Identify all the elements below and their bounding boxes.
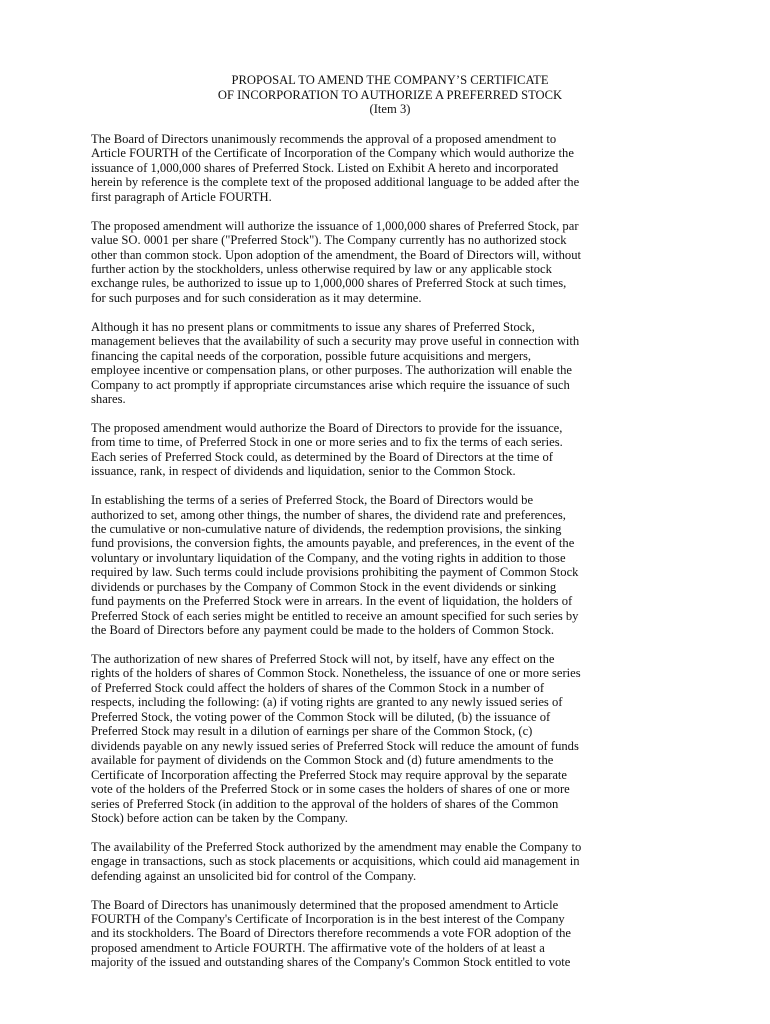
paragraph-anti-takeover [91, 840, 689, 883]
text-line: and its stockholders. The Board of Directors therefore recommends a vote FOR adoption of the [91, 926, 571, 941]
title-line-2: OF INCORPORATION TO AUTHORIZE A PREFERRED STOCK [217, 87, 563, 102]
paragraph-purpose [91, 320, 689, 407]
text-line: fund payments on the Preferred Stock were in arrears. In the event of liquidation, the holders of [91, 594, 573, 609]
text-line: issuance, rank, in respect of dividends and liquidation, senior to the Common Stock. [91, 464, 516, 479]
text-line: majority of the issued and outstanding shares of the Company's Common Stock entitled to vote [91, 955, 571, 970]
title-line-1: PROPOSAL TO AMEND THE COMPANY’S CERTIFICATE [231, 73, 549, 87]
text-line: fund provisions, the conversion fights, the amounts payable, and preferences, in the event of the [91, 536, 575, 551]
text-line: respects, including the following: (a) if voting rights are granted to any newly issued series of [91, 695, 563, 710]
title-line-3-item-number: (Item 3) [369, 102, 411, 116]
text-line: Each series of Preferred Stock could, as determined by the Board of Directors at the time of [91, 449, 553, 464]
text-line: The availability of the Preferred Stock authorized by the amendment may enable the Company to [91, 839, 582, 854]
text-line: for such purposes and for such consideration as it may determine. [91, 290, 422, 305]
text-line: Certificate of Incorporation affecting the Preferred Stock may require approval by the separate [91, 767, 568, 782]
text-line: first paragraph of Article FOURTH. [91, 189, 272, 204]
text-line: value SO. 0001 per share ("Preferred Stock"). The Company currently has no authorized stock [91, 233, 567, 248]
text-line: The proposed amendment will authorize the issuance of 1,000,000 shares of Preferred Stock, par [91, 218, 579, 233]
text-line: authorized to set, among other things, the number of shares, the dividend rate and preferences, [91, 507, 566, 522]
document-title [91, 73, 689, 117]
text-line: The Board of Directors has unanimously determined that the proposed amendment to Article [91, 897, 559, 912]
text-line: herein by reference is the complete text of the proposed additional language to be added after the [91, 175, 580, 190]
text-line: management believes that the availability of such a security may prove useful in connection with [91, 334, 580, 349]
text-line: other than common stock. Upon adoption of the amendment, the Board of Directors will, without [91, 247, 582, 262]
text-line: from time to time, of Preferred Stock in one or more series and to fix the terms of each series. [91, 435, 563, 450]
text-line: In establishing the terms of a series of Preferred Stock, the Board of Directors would be [91, 493, 534, 508]
paragraph-effect-on-common-stock [91, 652, 689, 825]
text-line: series of Preferred Stock (in addition to the approval of the holders of shares of the Common [91, 796, 559, 811]
text-line: exchange rules, be authorized to issue up to 1,000,000 shares of Preferred Stock at such times, [91, 276, 567, 291]
text-line: dividends or purchases by the Company of Common Stock in the event dividends or sinking [91, 579, 557, 594]
paragraph-board-determination [91, 898, 689, 970]
text-line: Preferred Stock may result in a dilution of earnings per share of the Common Stock, (c) [91, 724, 533, 739]
text-line: Article FOURTH of the Certificate of Incorporation of the Company which would authorize the [91, 146, 574, 161]
text-line: FOURTH of the Company's Certificate of Incorporation is in the best interest of the Company [91, 912, 565, 927]
text-line: voluntary or involuntary liquidation of the Company, and the voting rights in addition to those [91, 550, 566, 565]
paragraph-authorization-terms [91, 219, 689, 306]
text-line: Although it has no present plans or commitments to issue any shares of Preferred Stock, [91, 319, 535, 334]
text-line: vote of the holders of the Preferred Stock or in some cases the holders of shares of one or more [91, 782, 570, 797]
text-line: The proposed amendment would authorize the Board of Directors to provide for the issuance, [91, 420, 563, 435]
document-page [91, 73, 689, 984]
text-line: financing the capital needs of the corporation, possible future acquisitions and mergers, [91, 348, 532, 363]
text-line: The Board of Directors unanimously recommends the approval of a proposed amendment to [91, 132, 557, 146]
text-line: the cumulative or non-cumulative nature of dividends, the redemption provisions, the sinking [91, 521, 562, 536]
paragraph-series-terms [91, 493, 689, 638]
paragraph-recommendation [91, 132, 689, 204]
text-line: Company to act promptly if appropriate circumstances arise which require the issuance of such [91, 377, 570, 392]
text-line: available for payment of dividends on the Common Stock and (d) future amendments to the [91, 753, 554, 768]
text-line: issuance of 1,000,000 shares of Preferred Stock. Listed on Exhibit A hereto and incorporated [91, 160, 559, 175]
text-line: of Preferred Stock could affect the holders of shares of the Common Stock in a number of [91, 680, 545, 695]
text-line: The authorization of new shares of Preferred Stock will not, by itself, have any effect on the [91, 652, 555, 666]
text-line: dividends payable on any newly issued series of Preferred Stock will reduce the amount of funds [91, 738, 579, 753]
text-line: required by law. Such terms could include provisions prohibiting the payment of Common Stock [91, 565, 579, 580]
text-line: Stock) before action can be taken by the Company. [91, 810, 348, 825]
text-line: employee incentive or compensation plans, or other purposes. The authorization will enable the [91, 363, 572, 378]
text-line: defending against an unsolicited bid for control of the Company. [91, 868, 417, 883]
text-line: further action by the stockholders, unless otherwise required by law or any applicable stock [91, 262, 552, 277]
text-line: the Board of Directors before any payment could be made to the holders of Common Stock. [91, 623, 555, 638]
text-line: Preferred Stock of each series might be entitled to receive an amount specified for such series by [91, 608, 579, 623]
text-line: Preferred Stock, the voting power of the Common Stock will be diluted, (b) the issuance of [91, 709, 551, 724]
text-line: engage in transactions, such as stock placements or acquisitions, which could aid management in [91, 854, 580, 869]
document-body [91, 132, 689, 970]
text-line: proposed amendment to Article FOURTH. The affirmative vote of the holders of at least a [91, 940, 545, 955]
text-line: shares. [91, 392, 126, 407]
paragraph-series-issuance [91, 421, 689, 479]
text-line: rights of the holders of shares of Common Stock. Nonetheless, the issuance of one or more series [91, 666, 581, 681]
